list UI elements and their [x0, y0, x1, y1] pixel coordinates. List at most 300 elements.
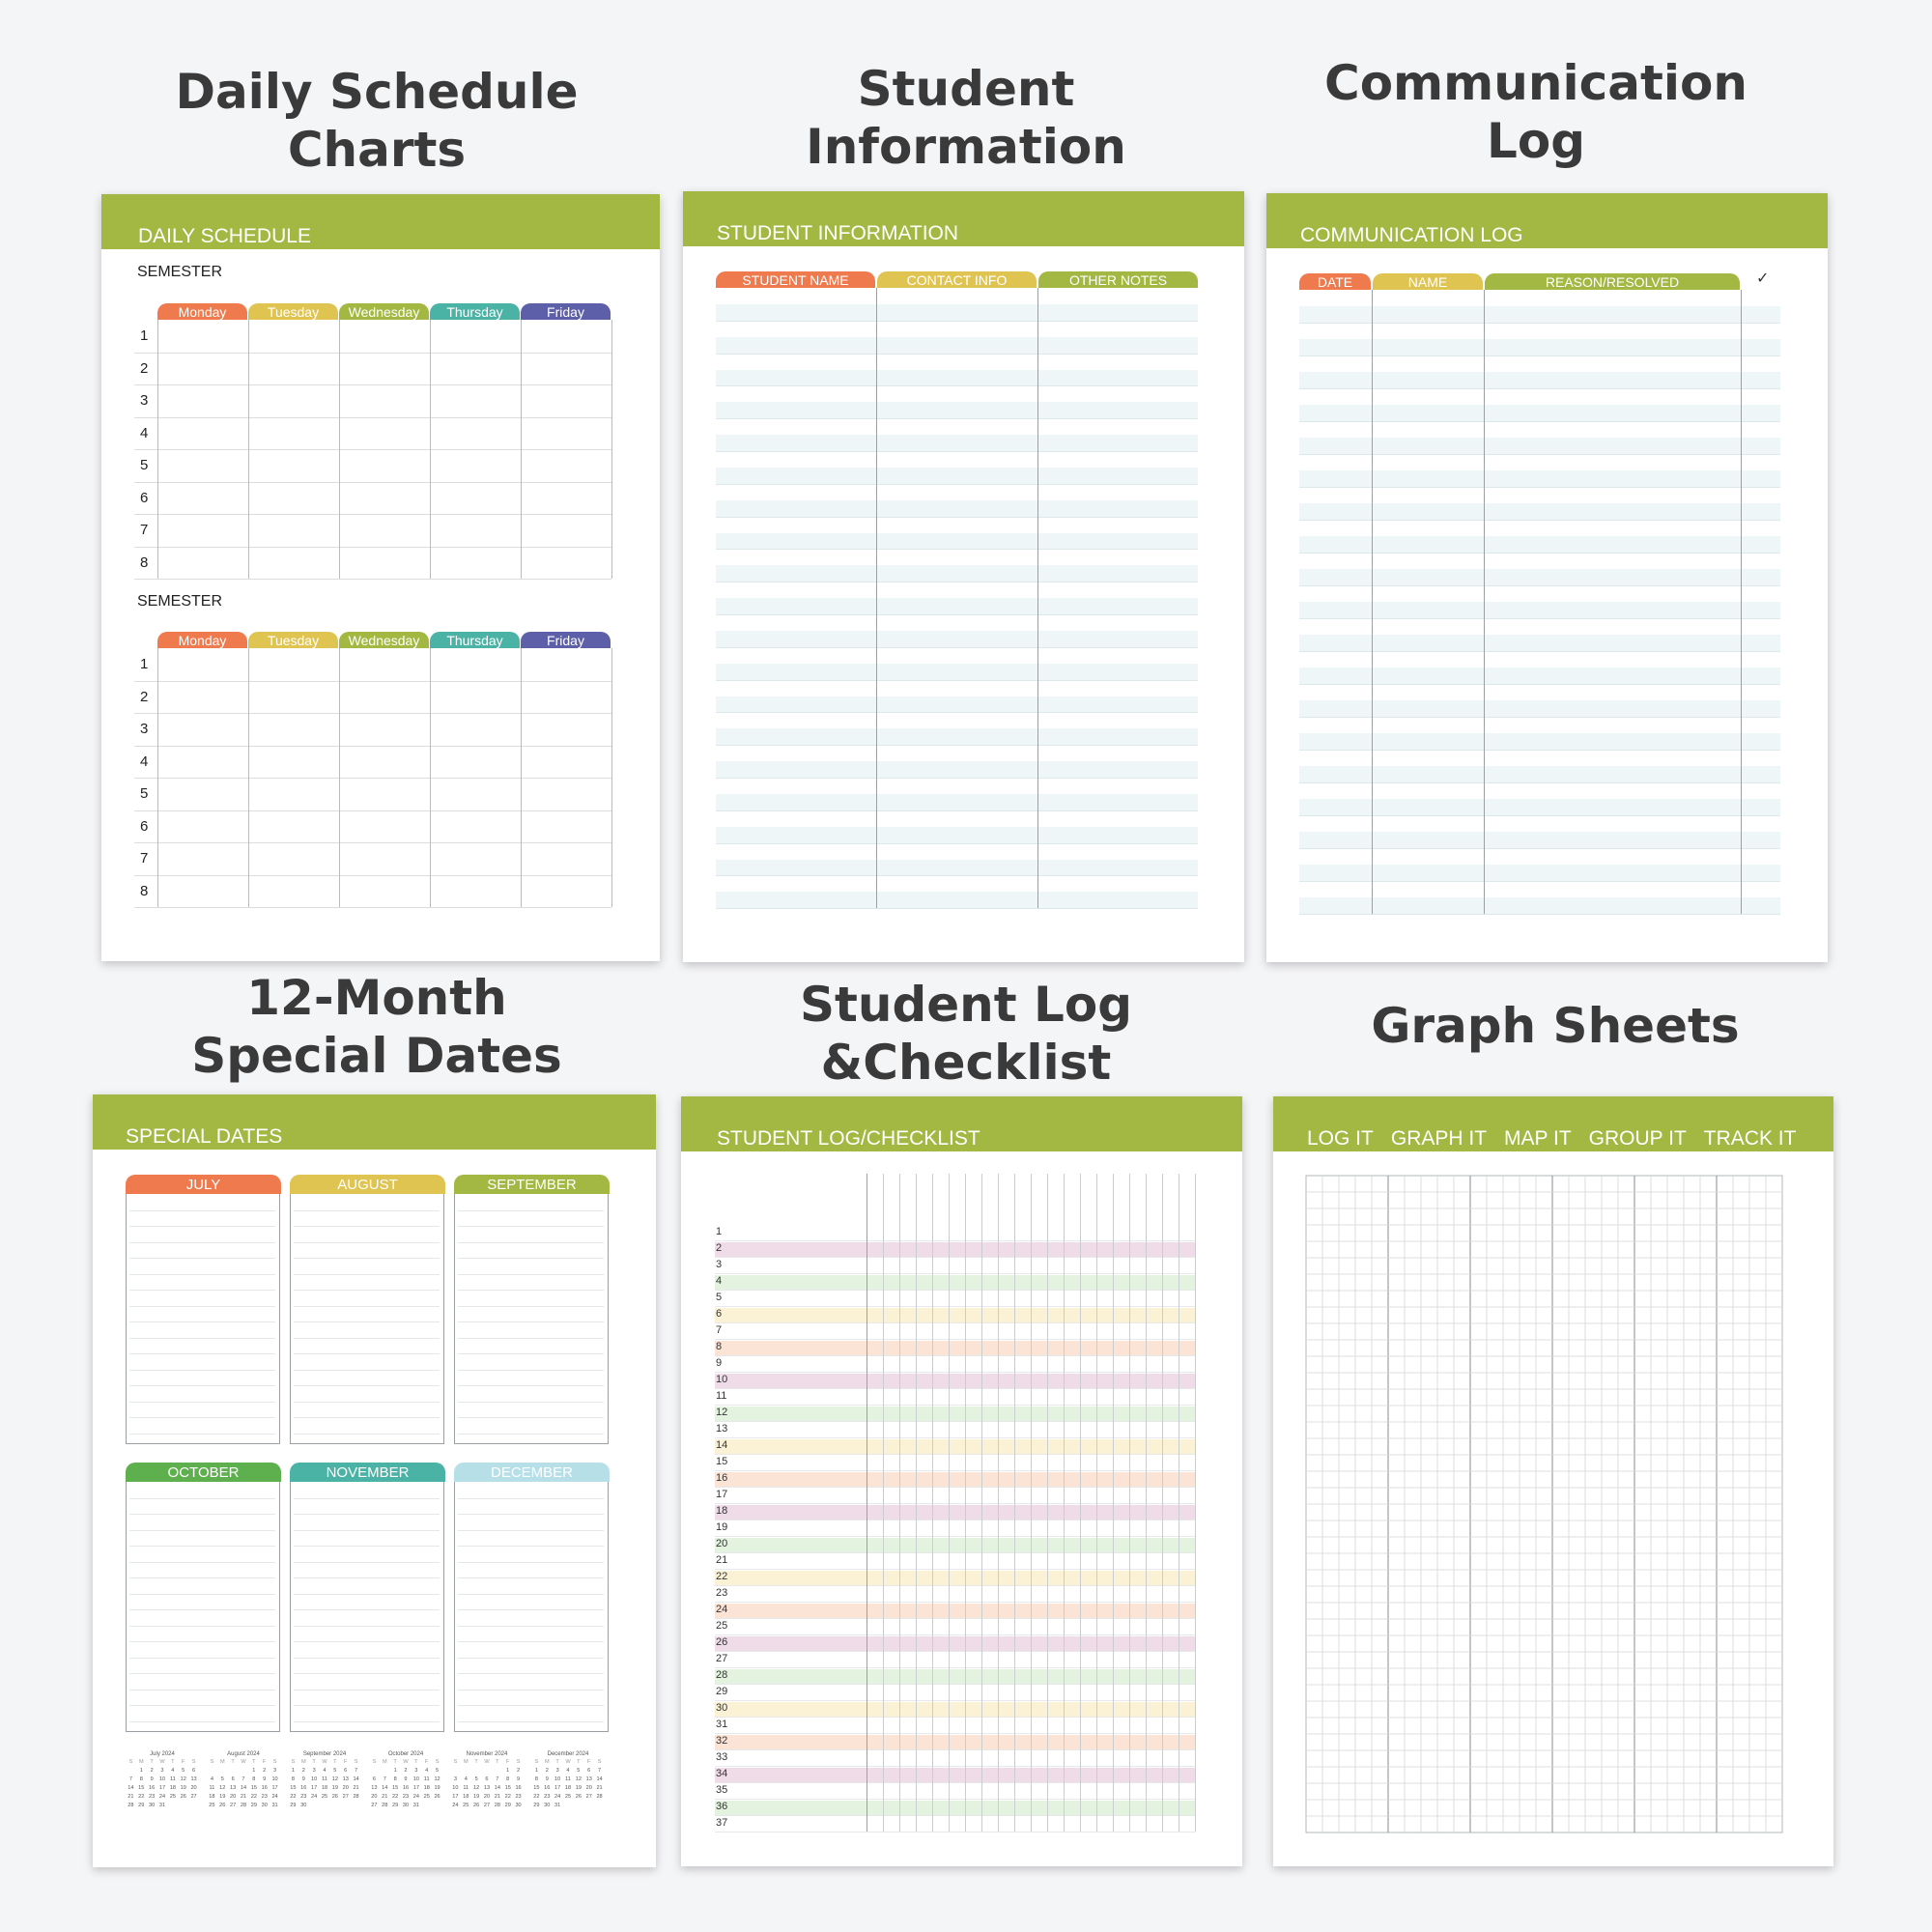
- day-tab: Friday: [521, 303, 611, 320]
- calendar-day: 1: [291, 1768, 295, 1774]
- calendar-day: 21: [353, 1785, 359, 1791]
- weekday-letter: S: [453, 1759, 458, 1765]
- row-stripe: [715, 1669, 1196, 1684]
- row-line: [716, 908, 1198, 909]
- row-number: 10: [716, 1374, 728, 1385]
- entry-line: [458, 1434, 604, 1435]
- calendar-day: 14: [128, 1785, 134, 1791]
- calendar-day: 13: [585, 1776, 592, 1782]
- entry-line: [294, 1385, 440, 1386]
- daily-schedule-title: Daily Schedule Charts: [175, 64, 579, 178]
- calendar-day: 25: [423, 1794, 430, 1800]
- row-line: [715, 1782, 1196, 1783]
- calendar-day: 1: [506, 1768, 510, 1774]
- row-line: [716, 517, 1198, 518]
- calendar-day: 3: [160, 1768, 164, 1774]
- calendar-day: 16: [515, 1785, 522, 1791]
- calendar-day: 29: [250, 1803, 257, 1808]
- calendar-day: 3: [555, 1768, 559, 1774]
- calendar-day: 19: [473, 1794, 480, 1800]
- row-stripe: [716, 598, 1198, 614]
- weekday-letter: T: [555, 1759, 559, 1765]
- row-line: [134, 746, 611, 747]
- entry-line: [458, 1609, 604, 1610]
- calendar-day: 25: [321, 1794, 328, 1800]
- calendar-day: 27: [585, 1794, 592, 1800]
- calendar-day: 9: [150, 1776, 154, 1782]
- column-line: [1037, 288, 1038, 908]
- entry-line: [458, 1626, 604, 1627]
- calendar-day: 4: [425, 1768, 429, 1774]
- header-item-graph-it: GRAPH IT: [1390, 1127, 1488, 1150]
- calendar-day: [369, 1767, 380, 1776]
- weekday-letter: W: [241, 1759, 246, 1765]
- row-line: [134, 713, 611, 714]
- check-column-line: [883, 1174, 884, 1832]
- calendar-day: 22: [533, 1794, 540, 1800]
- calendar-day: 27: [230, 1803, 237, 1808]
- calendar-day: 10: [412, 1776, 419, 1782]
- calendar-day: 28: [128, 1803, 134, 1808]
- entry-line: [458, 1594, 604, 1595]
- calendar-day: 25: [564, 1794, 572, 1800]
- calendar-day: 10: [311, 1776, 318, 1782]
- row-line: [716, 647, 1198, 648]
- row-line: [715, 1240, 1196, 1241]
- column-line: [611, 648, 612, 907]
- row-line: [716, 745, 1198, 746]
- period-number: 2: [140, 359, 149, 377]
- calendar-day: 6: [231, 1776, 235, 1782]
- row-number: 18: [716, 1505, 728, 1517]
- calendar-day: 10: [554, 1776, 561, 1782]
- calendar-day: 5: [474, 1776, 478, 1782]
- row-line: [134, 482, 611, 483]
- row-stripe: [715, 1768, 1196, 1782]
- entry-line: [129, 1577, 275, 1578]
- row-number: 2: [716, 1242, 723, 1254]
- entry-line: [294, 1673, 440, 1674]
- calendar-day: 2: [263, 1768, 267, 1774]
- weekday-letter: T: [414, 1759, 418, 1765]
- calendar-day: 15: [504, 1785, 511, 1791]
- row-line: [716, 712, 1198, 713]
- calendar-day: 19: [331, 1785, 338, 1791]
- row-number: 16: [716, 1472, 728, 1484]
- mini-calendar: [207, 1750, 280, 1810]
- entry-line: [458, 1721, 604, 1722]
- row-line: [715, 1700, 1196, 1701]
- weekday-letter: T: [496, 1759, 499, 1765]
- calendar-day: 11: [169, 1776, 176, 1782]
- calendar-day: 14: [382, 1785, 388, 1791]
- entry-line: [294, 1338, 440, 1339]
- calendar-day: 7: [128, 1776, 132, 1782]
- header-item-track-it: TRACK IT: [1703, 1127, 1797, 1150]
- calendar-day: 21: [240, 1794, 247, 1800]
- row-line: [715, 1569, 1196, 1570]
- check-column-line: [932, 1174, 933, 1832]
- calendar-day: 26: [575, 1794, 582, 1800]
- entry-line: [129, 1417, 275, 1418]
- calendar-day: 16: [261, 1785, 268, 1791]
- period-number: 3: [140, 721, 149, 737]
- column-header: NAME: [1373, 273, 1483, 290]
- period-number: 5: [140, 457, 149, 473]
- row-number: 34: [716, 1768, 728, 1779]
- weekday-letter: T: [333, 1759, 337, 1765]
- entry-line: [129, 1226, 275, 1227]
- row-line: [715, 1470, 1196, 1471]
- calendar-day: [471, 1767, 482, 1776]
- entry-line: [129, 1530, 275, 1531]
- row-stripe: [716, 565, 1198, 582]
- day-tab: Monday: [157, 632, 247, 648]
- calendar-day: 24: [311, 1794, 318, 1800]
- calendar-day: 5: [220, 1776, 224, 1782]
- entry-line: [294, 1562, 440, 1563]
- row-number: 24: [716, 1604, 728, 1615]
- check-column-line: [1014, 1174, 1015, 1832]
- calendar-day: 5: [333, 1768, 337, 1774]
- calendar-day: 22: [250, 1794, 257, 1800]
- calendar-day: 26: [219, 1803, 226, 1808]
- calendar-day: 31: [412, 1803, 419, 1808]
- entry-line: [129, 1306, 275, 1307]
- row-stripe: [715, 1406, 1196, 1421]
- mini-calendar-grid: [288, 1758, 361, 1810]
- column-header: CONTACT INFO: [877, 271, 1037, 288]
- row-line: [715, 1257, 1196, 1258]
- calendar-day: 17: [452, 1794, 459, 1800]
- mini-calendar-grid: [450, 1758, 524, 1810]
- calendar-day: 12: [473, 1785, 480, 1791]
- row-stripe: [715, 1538, 1196, 1552]
- calendar-day: 17: [554, 1785, 561, 1791]
- calendar-day: 6: [587, 1768, 591, 1774]
- row-number: 28: [716, 1669, 728, 1681]
- calendar-day: 27: [371, 1803, 378, 1808]
- calendar-day: 8: [393, 1776, 397, 1782]
- entry-line: [458, 1242, 604, 1243]
- calendar-day: 20: [371, 1794, 378, 1800]
- calendar-day: 28: [382, 1803, 388, 1808]
- calendar-day: 17: [412, 1785, 419, 1791]
- calendar-day: 16: [300, 1785, 307, 1791]
- calendar-day: 3: [273, 1768, 277, 1774]
- mini-calendar: [288, 1750, 361, 1810]
- calendar-day: 24: [452, 1803, 459, 1808]
- check-column-line: [1047, 1174, 1048, 1832]
- row-stripe: [715, 1472, 1196, 1487]
- entry-line: [458, 1385, 604, 1386]
- row-number: 36: [716, 1801, 728, 1812]
- row-line: [715, 1667, 1196, 1668]
- calendar-day: 1: [252, 1768, 256, 1774]
- student-log-page: [681, 1096, 1242, 1866]
- row-stripe: [715, 1341, 1196, 1355]
- calendar-day: 27: [342, 1794, 349, 1800]
- calendar-day: [380, 1767, 390, 1776]
- entry-line: [129, 1609, 275, 1610]
- weekday-letter: M: [382, 1759, 387, 1765]
- entry-line: [294, 1402, 440, 1403]
- period-number: 1: [140, 327, 149, 344]
- row-line: [134, 842, 611, 843]
- row-stripe: [716, 794, 1198, 810]
- weekday-letter: M: [463, 1759, 469, 1765]
- entry-line: [294, 1658, 440, 1659]
- calendar-day: 11: [209, 1785, 215, 1791]
- row-line: [715, 1487, 1196, 1488]
- day-tab: Friday: [521, 632, 611, 648]
- weekday-letter: T: [252, 1759, 256, 1765]
- entry-line: [458, 1370, 604, 1371]
- row-number: 32: [716, 1735, 728, 1747]
- calendar-day: 1: [393, 1768, 397, 1774]
- month-tab: DECEMBER: [454, 1463, 610, 1482]
- row-number: 35: [716, 1784, 728, 1796]
- column-line: [611, 320, 612, 579]
- calendar-day: 2: [150, 1768, 154, 1774]
- mini-calendar: [369, 1750, 442, 1810]
- calendar-day: 7: [355, 1768, 358, 1774]
- row-number: 3: [716, 1259, 723, 1270]
- check-column-line: [1195, 1174, 1196, 1832]
- calendar-day: 18: [321, 1785, 328, 1791]
- entry-line: [458, 1498, 604, 1499]
- period-number: 5: [140, 785, 149, 802]
- weekday-letter: F: [263, 1759, 267, 1765]
- entry-line: [129, 1705, 275, 1706]
- calendar-day: 22: [392, 1794, 399, 1800]
- row-line: [715, 1634, 1196, 1635]
- calendar-day: 7: [496, 1776, 499, 1782]
- row-stripe: [715, 1801, 1196, 1815]
- column-line: [876, 288, 877, 908]
- row-number: 19: [716, 1521, 728, 1533]
- entry-line: [458, 1226, 604, 1227]
- entry-line: [458, 1274, 604, 1275]
- mini-calendar-title: December 2024: [547, 1751, 589, 1757]
- calendar-day: 30: [300, 1803, 307, 1808]
- row-number: 30: [716, 1702, 728, 1714]
- entry-line: [294, 1434, 440, 1435]
- header-item-log-it: LOG IT: [1307, 1127, 1374, 1150]
- calendar-day: 24: [412, 1794, 419, 1800]
- calendar-day: [492, 1767, 502, 1776]
- row-line: [134, 681, 611, 682]
- mini-calendar: [450, 1750, 524, 1810]
- calendar-day: 26: [473, 1803, 480, 1808]
- page-header-band: [101, 194, 660, 249]
- entry-line: [129, 1434, 275, 1435]
- row-line: [715, 1503, 1196, 1504]
- month-tab: AUGUST: [290, 1175, 445, 1194]
- row-line: [134, 875, 611, 876]
- weekday-letter: W: [159, 1759, 165, 1765]
- page-header-label: STUDENT LOG/CHECKLIST: [717, 1127, 980, 1150]
- row-stripe: [716, 860, 1198, 876]
- row-line: [715, 1536, 1196, 1537]
- column-line: [521, 648, 522, 907]
- entry-line: [294, 1274, 440, 1275]
- calendar-day: 8: [291, 1776, 295, 1782]
- calendar-day: 8: [139, 1776, 143, 1782]
- page-header-band: [93, 1094, 656, 1150]
- communication-log-title: Communication Log: [1324, 55, 1747, 169]
- entry-line: [129, 1673, 275, 1674]
- row-stripe: [715, 1308, 1196, 1322]
- calendar-day: 19: [219, 1794, 226, 1800]
- calendar-day: 23: [149, 1794, 156, 1800]
- entry-line: [458, 1658, 604, 1659]
- header-item-group-it: GROUP IT: [1588, 1127, 1687, 1150]
- entry-line: [458, 1321, 604, 1322]
- weekday-letter: S: [372, 1759, 377, 1765]
- month-tab: NOVEMBER: [290, 1463, 445, 1482]
- calendar-day: 31: [158, 1803, 166, 1808]
- month-box: [126, 1482, 280, 1732]
- calendar-day: 10: [271, 1776, 278, 1782]
- row-stripe: [715, 1735, 1196, 1749]
- row-line: [715, 1717, 1196, 1718]
- row-number: 37: [716, 1817, 728, 1829]
- check-column-line: [899, 1174, 900, 1832]
- entry-line: [294, 1353, 440, 1354]
- entry-line: [294, 1226, 440, 1227]
- row-stripe: [716, 304, 1198, 321]
- calendar-day: 6: [192, 1768, 196, 1774]
- calendar-day: 26: [434, 1794, 440, 1800]
- page-header-label: DAILY SCHEDULE: [138, 225, 311, 247]
- row-line: [715, 1684, 1196, 1685]
- check-column-line: [1113, 1174, 1114, 1832]
- calendar-day: 13: [342, 1776, 349, 1782]
- month-box: [290, 1194, 444, 1444]
- row-stripe: [716, 435, 1198, 451]
- weekday-letter: S: [291, 1759, 296, 1765]
- calendar-day: 12: [180, 1776, 186, 1782]
- row-number: 7: [716, 1324, 723, 1336]
- mini-calendar-grid: [531, 1758, 605, 1810]
- entry-line: [129, 1658, 275, 1659]
- row-line: [134, 810, 611, 811]
- entry-line: [129, 1498, 275, 1499]
- calendar-day: 9: [545, 1776, 549, 1782]
- row-number: 1: [716, 1226, 723, 1237]
- weekday-letter: W: [403, 1759, 409, 1765]
- special-dates-title: 12-Month Special Dates: [191, 970, 562, 1084]
- check-column-line: [1129, 1174, 1130, 1832]
- calendar-day: 11: [423, 1776, 430, 1782]
- mini-calendar-title: September 2024: [302, 1751, 347, 1757]
- row-line: [715, 1437, 1196, 1438]
- row-number: 26: [716, 1636, 728, 1648]
- weekday-letter: S: [272, 1759, 277, 1765]
- row-line: [715, 1815, 1196, 1816]
- entry-line: [458, 1530, 604, 1531]
- calendar-day: 23: [300, 1794, 307, 1800]
- row-stripe: [716, 827, 1198, 843]
- mini-calendar: [126, 1750, 199, 1810]
- row-number: 31: [716, 1719, 728, 1730]
- mini-calendar: [531, 1750, 605, 1810]
- entry-line: [458, 1210, 604, 1211]
- calendar-day: 11: [322, 1776, 327, 1782]
- calendar-day: 20: [190, 1785, 197, 1791]
- row-stripe: [716, 728, 1198, 745]
- entry-line: [129, 1402, 275, 1403]
- graph-paper-grid: [1273, 1096, 1833, 1866]
- calendar-day: 21: [596, 1785, 603, 1791]
- page-header-band: [683, 191, 1244, 246]
- entry-line: [458, 1514, 604, 1515]
- calendar-day: [450, 1767, 461, 1776]
- page-header-label: STUDENT INFORMATION: [717, 222, 959, 244]
- calendar-day: 15: [290, 1785, 297, 1791]
- calendar-day: 21: [382, 1794, 388, 1800]
- mini-calendar-grid: [126, 1758, 199, 1810]
- period-number: 4: [140, 753, 149, 770]
- weekday-letter: F: [587, 1759, 591, 1765]
- entry-line: [294, 1609, 440, 1610]
- calendar-day: 30: [149, 1803, 156, 1808]
- calendar-day: 12: [331, 1776, 338, 1782]
- month-tab: OCTOBER: [126, 1463, 281, 1482]
- entry-line: [129, 1721, 275, 1722]
- weekday-letter: T: [231, 1759, 235, 1765]
- period-number: 8: [140, 882, 149, 899]
- calendar-day: 14: [494, 1785, 500, 1791]
- calendar-day: 13: [483, 1785, 491, 1791]
- row-number: 5: [716, 1292, 723, 1303]
- calendar-day: 2: [517, 1768, 521, 1774]
- row-number: 29: [716, 1686, 728, 1697]
- entry-line: [129, 1594, 275, 1595]
- day-tab: Thursday: [430, 303, 520, 320]
- calendar-day: 15: [533, 1785, 540, 1791]
- row-stripe: [716, 468, 1198, 484]
- weekday-letter: M: [138, 1759, 144, 1765]
- row-line: [716, 451, 1198, 452]
- header-item-map-it: MAP IT: [1504, 1127, 1572, 1150]
- entry-line: [294, 1721, 440, 1722]
- entry-line: [458, 1562, 604, 1563]
- row-line: [134, 579, 611, 580]
- row-number: 25: [716, 1620, 728, 1632]
- page-header-label: COMMUNICATION LOG: [1300, 224, 1523, 246]
- entry-line: [129, 1562, 275, 1563]
- calendar-day: 22: [290, 1794, 297, 1800]
- calendar-day: 24: [158, 1794, 166, 1800]
- graph-sheets-title: Graph Sheets: [1371, 998, 1740, 1054]
- calendar-day: 10: [452, 1785, 459, 1791]
- calendar-day: 9: [301, 1776, 305, 1782]
- calendar-day: 4: [171, 1768, 175, 1774]
- row-stripe: [715, 1604, 1196, 1618]
- calendar-day: 13: [190, 1776, 197, 1782]
- row-stripe: [715, 1242, 1196, 1257]
- row-number: 23: [716, 1587, 728, 1599]
- row-line: [716, 549, 1198, 550]
- entry-line: [294, 1514, 440, 1515]
- row-line: [716, 778, 1198, 779]
- entry-line: [294, 1306, 440, 1307]
- entry-line: [458, 1546, 604, 1547]
- check-column-line: [1146, 1174, 1147, 1832]
- entry-line: [129, 1242, 275, 1243]
